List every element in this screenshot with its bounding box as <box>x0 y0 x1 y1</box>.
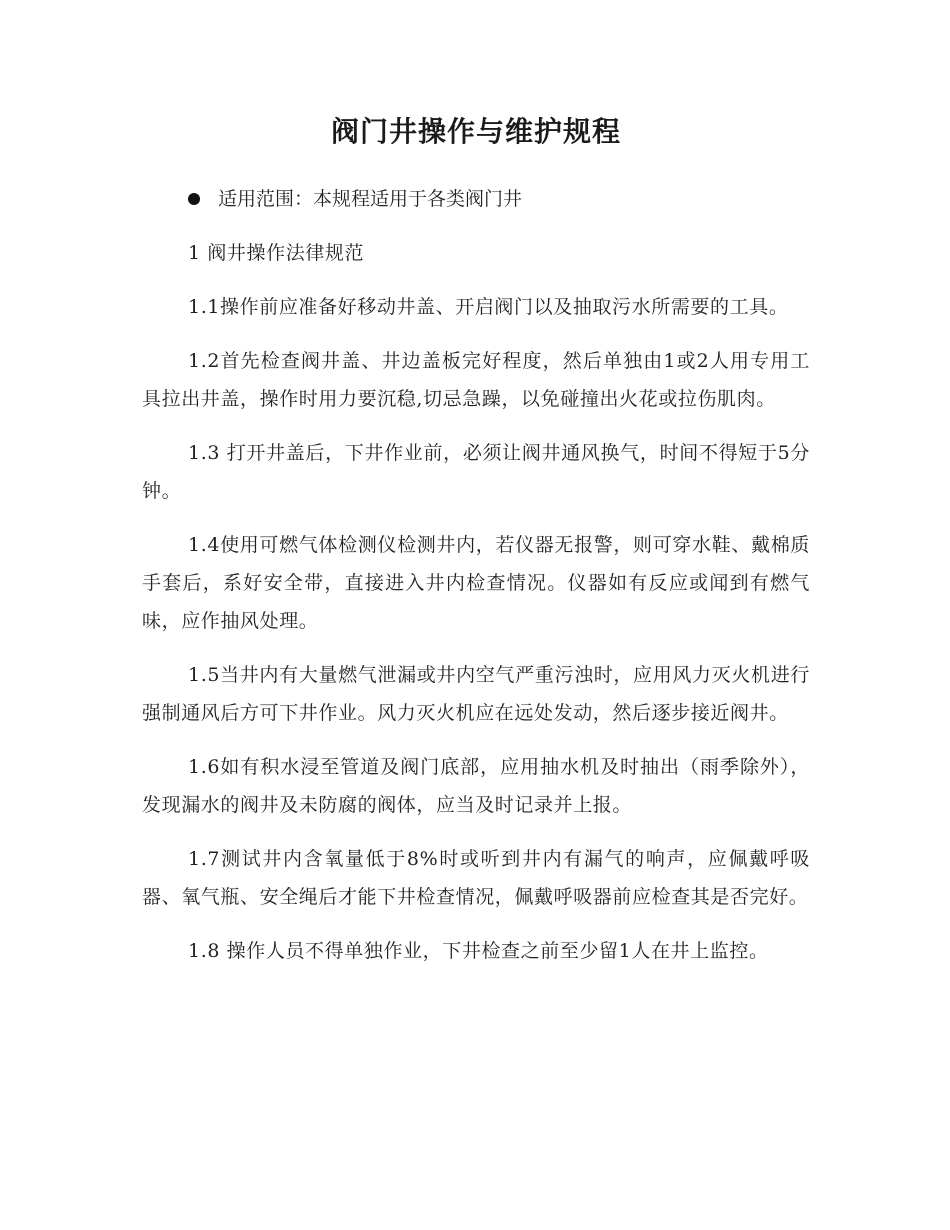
paragraph-1-4: 1.4使用可燃气体检测仪检测井内，若仪器无报警，则可穿水鞋、戴棉质手套后，系好安全带，直接进入井内检查情况。仪器如有反应或闻到有燃气味，应作抽风处理。 <box>142 534 810 632</box>
paragraph-1-5: 1.5当井内有大量燃气泄漏或井内空气严重污浊时，应用风力灭火机进行强制通风后方可下井作业。风力灭火机应在远处发动，然后逐步接近阀井。 <box>142 664 810 724</box>
document-body <box>142 110 810 986</box>
section-heading: 1 阀井操作法律规范 <box>188 242 365 264</box>
paragraph-1-1: 1.1操作前应准备好移动井盖、开启阀门以及抽取污水所需要的工具。 <box>188 296 789 318</box>
paragraph-1-6: 1.6如有积水浸至管道及阀门底部，应用抽水机及时抽出（雨季除外），发现漏水的阀井及未防腐的阀体，应当及时记录并上报。 <box>142 756 810 816</box>
paragraph-1-3: 1.3 打开井盖后，下井作业前，必须让阀井通风换气，时间不得短于5分钟。 <box>142 442 810 502</box>
bullet-icon <box>188 193 200 205</box>
paragraph-1-8: 1.8 操作人员不得单独作业，下井检查之前至少留1人在井上监控。 <box>188 940 769 962</box>
scope-text: 适用范围：本规程适用于各类阀门井 <box>218 188 523 210</box>
scope-line <box>142 180 810 218</box>
page-title: 阀门井操作与维护规程 <box>330 115 621 148</box>
paragraph-1-2: 1.2首先检查阀井盖、井边盖板完好程度，然后单独由1或2人用专用工具拉出井盖，操作时用力要沉稳,切忌急躁，以免碰撞出火花或拉伤肌肉。 <box>142 350 810 410</box>
paragraph-1-7: 1.7测试井内含氧量低于8%时或听到井内有漏气的响声，应佩戴呼吸器、氧气瓶、安全绳后才能下井检查情况，佩戴呼吸器前应检查其是否完好。 <box>142 848 810 908</box>
